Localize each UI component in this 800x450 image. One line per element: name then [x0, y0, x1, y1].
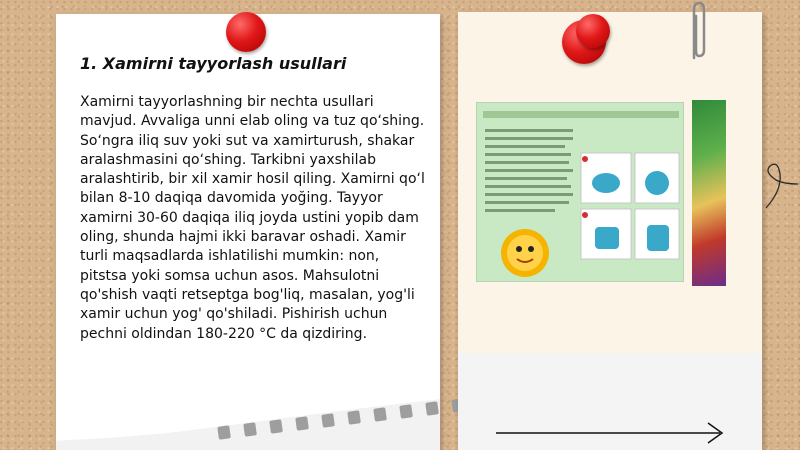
- decorative-image-strip: [692, 100, 726, 286]
- perforation-holes: [214, 394, 494, 444]
- section-heading: 1. Xamirni tayyorlash usullari: [80, 54, 347, 73]
- illustration-drawing: [477, 103, 685, 283]
- body-paragraph: Xamirni tayyorlashning bir nechta usullari mavjud. Avvaliga unni elab oling va tuz qo‘shing. So‘ngra iliq suv yoki sut va xamirturush, shakar aralashmasini qo‘shing. Tarkibni yaxshilab aralashtirib, bir xil xamir hosil qiling. Xamirni qo‘l bilan 8-10 daqiqa davomida yoğing. Tayyor xamirni 30-60 daqiqa iliq joyda ustini yopib dam oling, shunda hajmi ikki baravar oshadi. Xamir turli maqsadlarda ishlatilishi mumkin: non, pitstsa yoki somsa uchun asos. Mahsulotni qo'shish vaqti retseptga bog'liq, masalan, yog'li xamir uchun yog' qo'shiladi. Pishirish uchun pechni oldindan 180-220 °C da qizdiring.: [80, 94, 425, 342]
- paperclip-icon: [686, 0, 710, 64]
- string-curl-icon: [754, 150, 800, 210]
- recipe-illustration-image: [476, 102, 684, 282]
- right-arrow-icon: [494, 420, 726, 446]
